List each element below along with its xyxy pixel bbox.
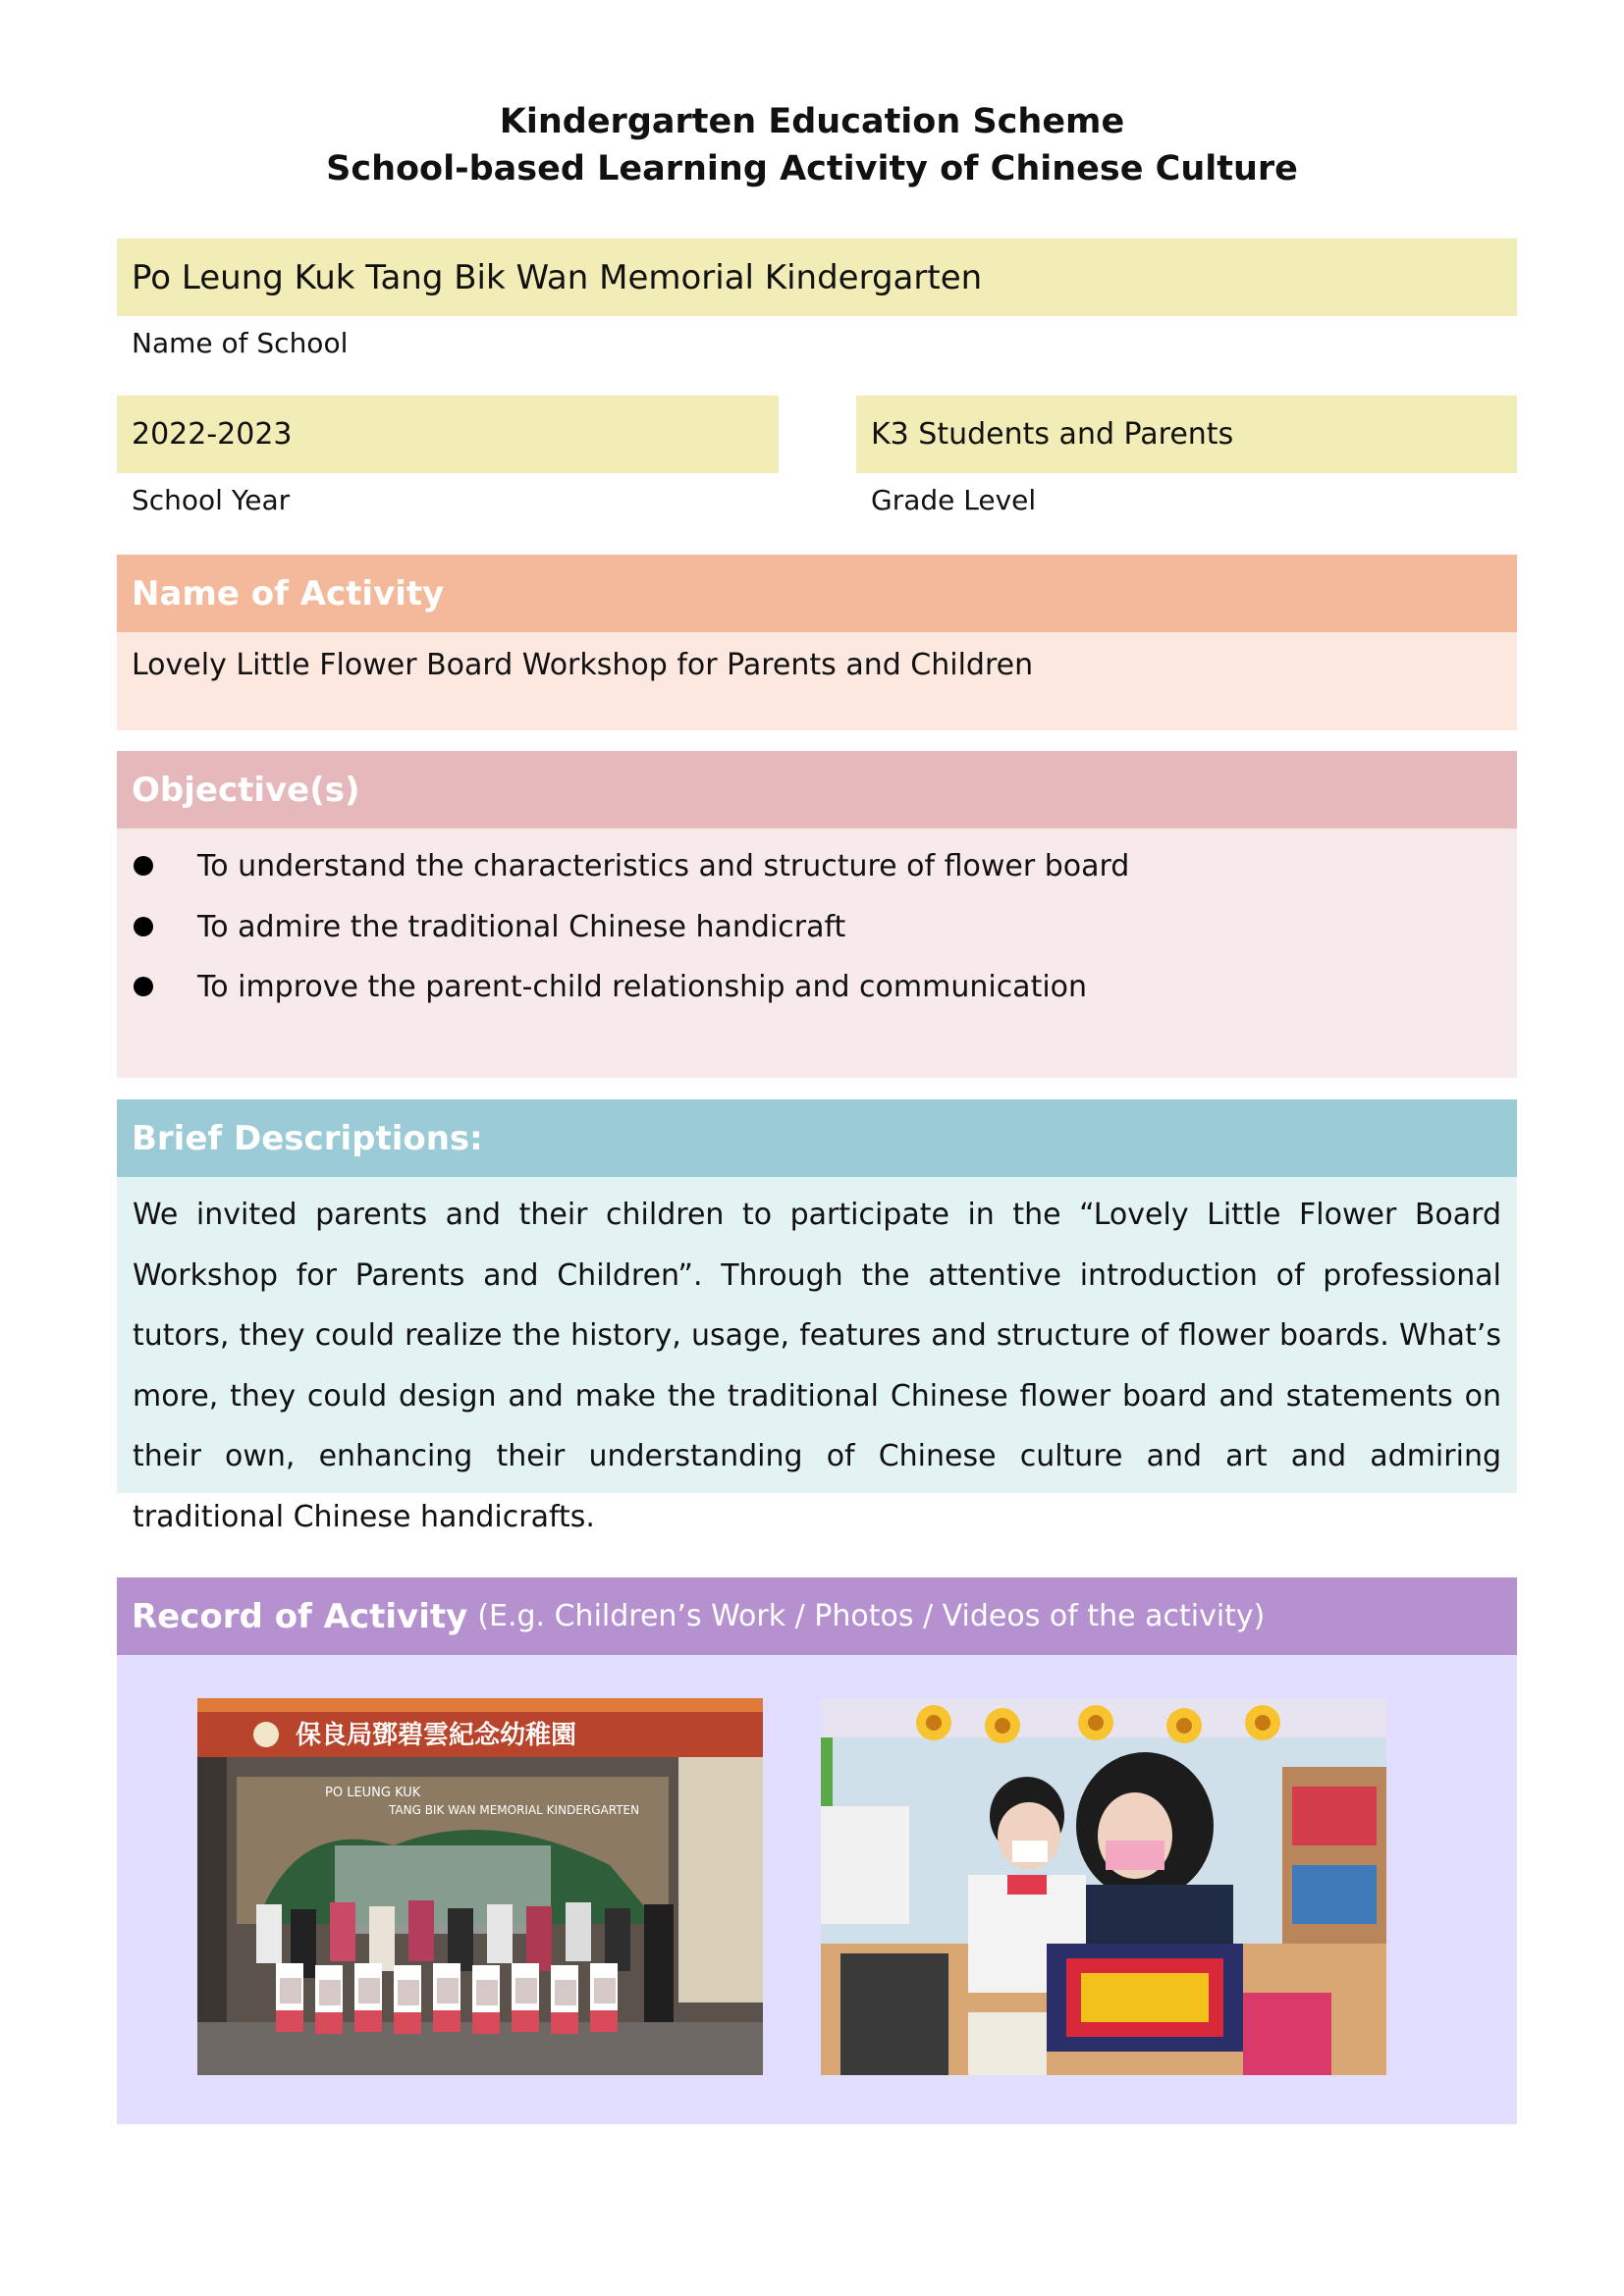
photo1-sign-english-2: TANG BIK WAN MEMORIAL KINDERGARTEN <box>389 1803 640 1817</box>
description-text: We invited parents and their children to participate in the “Lovely Little Flower Board Workshop for Parents and Children”. Through the attentive introduction of professional tutors, they could realize the history, usage, features and structure of flower boards. What’s more, they could design and make the traditional Chinese flower board and statements on their own, enhancing their understanding of Chinese culture and art and admiring traditional Chinese handicrafts. <box>133 1198 1501 1534</box>
workshop-photo <box>821 1698 1386 2075</box>
title-line-1: Kindergarten Education Scheme <box>499 102 1125 141</box>
objective-text: To improve the parent-child relationship and communication <box>197 969 1088 1004</box>
descriptions-heading: Brief Descriptions: <box>117 1099 1517 1177</box>
group-photo <box>197 1698 763 2075</box>
objective-text: To understand the characteristics and structure of flower board <box>197 848 1130 883</box>
school-year-value: 2022-2023 <box>132 417 293 452</box>
record-heading-title: Record of Activity <box>132 1596 468 1636</box>
activity-name-value: Lovely Little Flower Board Workshop for Parents and Children <box>132 648 1034 682</box>
school-name-label: Name of School <box>132 327 349 359</box>
school-name-value: Po Leung Kuk Tang Bik Wan Memorial Kindergarten <box>132 257 983 297</box>
photo1-sign-english-1: PO LEUNG KUK <box>325 1786 421 1800</box>
record-heading-subtitle: (E.g. Children’s Work / Photos / Videos of the activity) <box>477 1599 1266 1633</box>
photo1-sign-chinese: 保良局鄧碧雲紀念幼稚園 <box>296 1721 577 1750</box>
school-year-label: School Year <box>132 484 291 516</box>
school-year-field <box>117 396 779 473</box>
activity-name-heading: Name of Activity <box>117 555 1517 632</box>
grade-level-field <box>856 396 1517 473</box>
bullet-icon <box>134 977 153 996</box>
objectives-panel <box>117 828 1517 1078</box>
title-line-2: School-based Learning Activity of Chinese Culture <box>326 149 1298 188</box>
record-heading <box>117 1577 1517 1655</box>
school-name-field <box>117 239 1517 316</box>
activity-name-panel <box>117 632 1517 730</box>
objectives-heading: Objective(s) <box>117 751 1517 828</box>
bullet-icon <box>134 917 153 936</box>
document-title <box>0 98 1624 192</box>
grade-level-label: Grade Level <box>871 484 1037 516</box>
objective-text: To admire the traditional Chinese handicraft <box>197 909 846 944</box>
bullet-icon <box>134 856 153 876</box>
grade-level-value: K3 Students and Parents <box>871 417 1234 452</box>
